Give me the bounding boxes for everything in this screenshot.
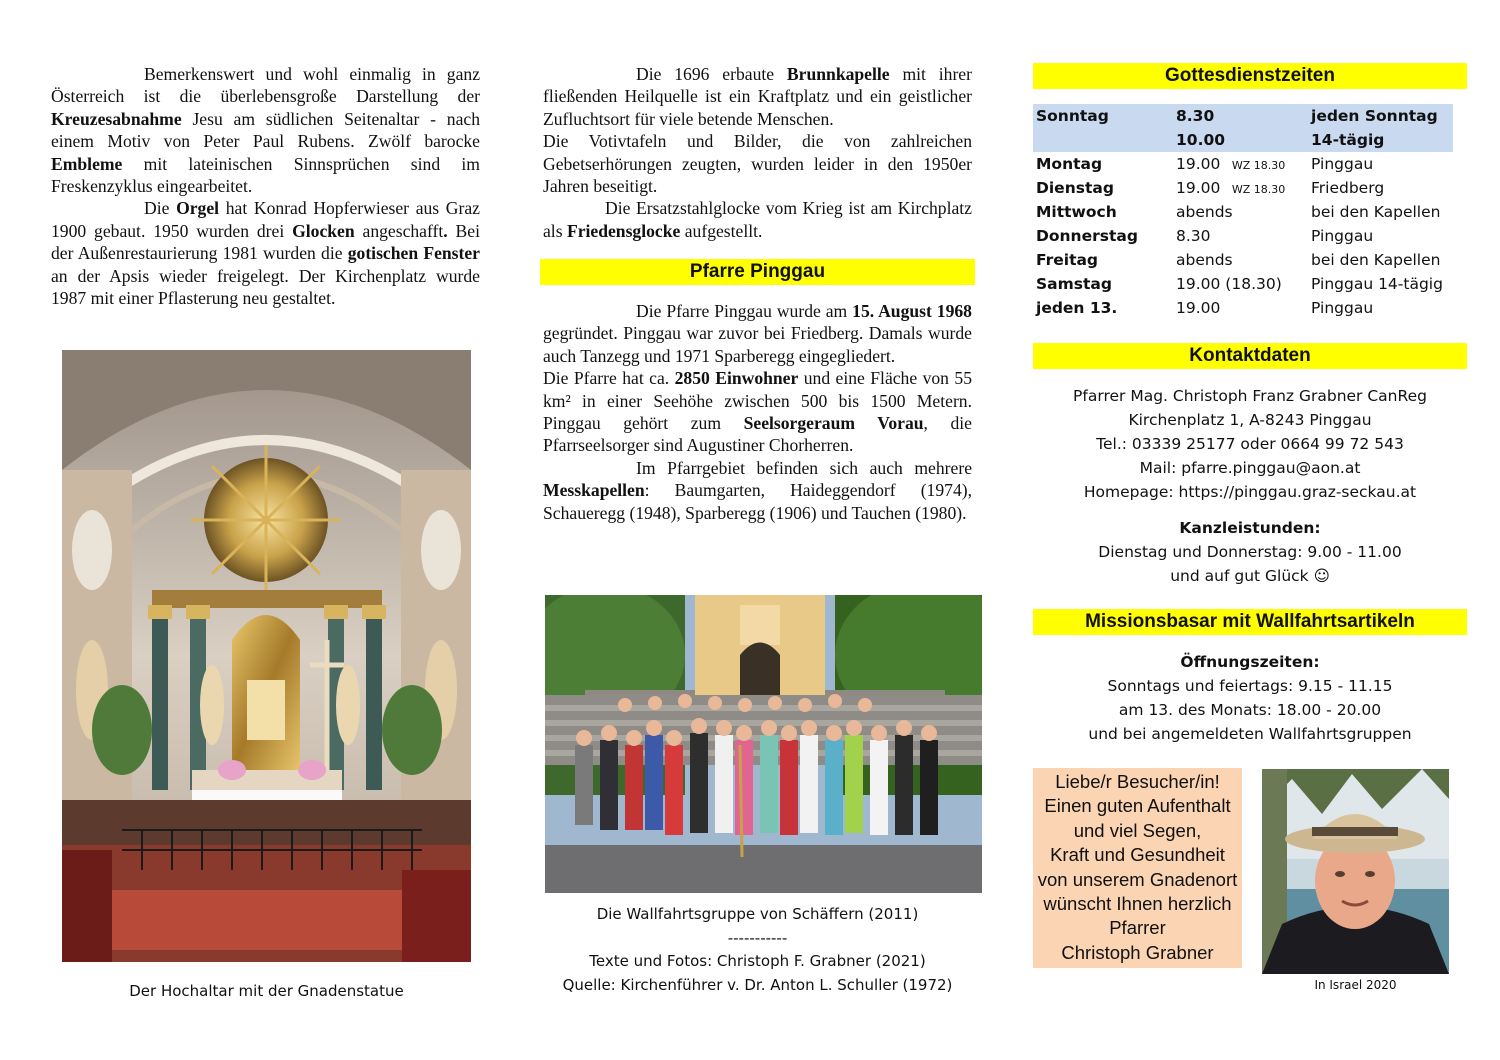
greeting-box [1033,768,1242,968]
caption-separator: ----------- [727,928,788,947]
service-time: 10.00 [1173,128,1308,152]
text-run: , die Pfarrseelsorger sind Augustiner Chorherren. [543,413,972,456]
bold-term: 15. August 1968 [852,301,972,321]
office-hours-line: Dienstag und Donnerstag: 9.00 - 11.00 [1098,543,1402,561]
column-middle-parish [543,300,972,524]
opening-hours-13th: am 13. des Monats: 18.00 - 20.00 [1118,701,1382,719]
service-time-row [1033,248,1453,272]
service-time: 19.00 [1176,299,1221,317]
column-middle [543,63,972,242]
opening-hours-block [1033,650,1467,746]
opening-hours-sunday: Sonntags und feiertags: 9.15 - 11.15 [1107,677,1393,695]
paragraph-organ [51,197,480,309]
service-place: Friedberg [1311,179,1385,197]
office-hours-luck: und auf gut Glück ☺ [1170,567,1330,585]
photo-high-altar [62,350,471,962]
contact-phone: Tel.: 03339 25177 oder 0664 99 72 543 [1096,435,1404,453]
opening-hours-groups: und bei angemeldeten Wallfahrtsgruppen [1088,725,1412,743]
service-time: abends [1176,251,1233,269]
text-run: Die Pfarre hat ca. [543,368,675,389]
text-run: Die 1696 erbaute [636,64,787,84]
heading-pfarre-pinggau: Pfarre Pinggau [540,259,975,285]
paragraph-frescoes [51,63,480,197]
paragraph-chapels [543,457,972,524]
text-run: Bemerkenswert und wohl einmalig in ganz Österreich ist die überlebensgroße Darstellung der [51,64,480,107]
greeting-line: Christoph Grabner [1061,941,1214,963]
text-run: mit lateinischen Sinnsprüchen sind im Freskenzyklus eingearbeitet. [51,153,480,197]
service-day: Sonntag [1033,104,1173,128]
text-run: : Baumgarten, Haideggendorf (1974), Schaueregg (1948), Sparberegg (1906) und Tauchen (1980). [543,480,972,523]
text-run: Die Votivtafeln und Bilder, die von zahlreichen Gebetserhörungen zeugten, wurden leider in den 1950er Jahren beseitigt. [543,131,972,197]
service-day: Dienstag [1036,179,1114,197]
service-day: Samstag [1036,275,1112,293]
bold-term: . [443,220,448,241]
service-day: Montag [1036,155,1103,173]
photo-portrait-priest [1262,769,1449,974]
photo-pilgrim-group [545,595,982,893]
greeting-line: wünscht Ihnen herzlich [1043,893,1232,915]
text-run: an der Apsis wieder freigelegt. Der Kirchenplatz wurde 1987 mit einer Pflasterung neu gestaltet. [51,265,480,309]
service-place: Pinggau [1311,155,1374,173]
heading-kontaktdaten: Kontaktdaten [1033,343,1467,369]
service-time: 19.00 WZ 18.30 [1176,179,1286,197]
text-run: Im Pfarrgebiet befinden sich auch mehrere [636,457,972,478]
bold-term: Messkapellen [543,480,645,501]
bold-term: Brunnkapelle [786,64,890,84]
service-time: abends [1176,203,1233,221]
paragraph-founding [543,300,972,367]
text-run: Die [144,198,177,219]
service-time: 19.00 (18.30) [1176,275,1282,293]
contact-mail: Mail: pfarre.pinggau@aon.at [1139,459,1361,477]
caption-pilgrim-group [545,903,970,997]
office-hours-title: Kanzleistunden: [1179,519,1321,537]
heading-gottesdienstzeiten: Gottesdienstzeiten [1033,63,1467,89]
paragraph-friedensglocke [543,197,972,242]
service-time-row [1033,272,1453,296]
service-place: jeden Sonntag [1308,104,1453,128]
text-run: Jesu am südlichen Seitenaltar - nach einem Motiv von Peter Paul Rubens. Zwölf barocke [51,108,480,152]
bold-term: Glocken [292,220,355,241]
text-run: hat Konrad Hopferwieser aus Graz 1900 gebaut. 1950 wurden drei [51,198,480,241]
text-run: Bei der Außenrestaurierung 1981 wurden die [51,220,480,264]
service-place: bei den Kapellen [1311,203,1441,221]
service-day [1033,128,1173,152]
text-run: aufgestellt. [680,220,763,241]
text-run: gegründet. Pinggau war zuvor bei Friedberg. Damals wurde auch Tanzegg und 1971 Sparberegg eingegliedert. [543,323,972,366]
paragraph-brunnkapelle [543,63,972,197]
service-time-row [1033,128,1453,152]
bold-term: Kreuzesabnahme [51,108,182,129]
text-run: Die Ersatzstahlglocke vom Krieg ist am Kirchplatz als [543,198,972,241]
text-run: Die Pfarre Pinggau wurde am [636,301,853,321]
text-run: und eine Fläche von 55 km² in einer Seehöhe zwischen 500 bis 1500 Metern. Pinggau gehört zum [543,368,972,434]
service-place: bei den Kapellen [1311,251,1441,269]
bold-term: Friedensglocke [566,220,681,241]
service-time: 8.30 [1176,227,1211,245]
bold-term: Orgel [176,198,220,219]
greeting-line: Kraft und Gesundheit [1050,844,1225,866]
greeting-line: Pfarrer [1109,917,1166,939]
caption-high-altar: Der Hochaltar mit der Gnadenstatue [129,982,404,1000]
service-time-row [1033,296,1453,320]
rosary-time-note: WZ 18.30 [1228,159,1286,172]
service-day: jeden 13. [1036,299,1118,317]
service-time-row [1033,176,1453,200]
service-time: 8.30 [1173,104,1308,128]
service-day: Freitag [1036,251,1099,269]
bold-term: gotischen Fenster [347,243,480,264]
service-time-row [1033,104,1453,128]
caption-portrait: In Israel 2020 [1314,978,1397,992]
service-place: Pinggau [1311,227,1374,245]
bold-term: 2850 Einwohner [674,368,799,389]
greeting-line: von unserem Gnadenort [1037,868,1238,890]
text-run: angeschafft [354,220,444,241]
opening-hours-title: Öffnungszeiten: [1180,653,1320,671]
service-time-row [1033,200,1453,224]
service-times-table [1033,104,1453,320]
service-time-row [1033,224,1453,248]
column-left [51,63,480,309]
greeting-line: und viel Segen, [1073,819,1202,841]
service-day: Donnerstag [1036,227,1138,245]
credits-line: Texte und Fotos: Christoph F. Grabner (2021) [589,952,926,970]
greeting-line: Liebe/r Besucher/in! [1055,771,1220,792]
contact-priest: Pfarrer Mag. Christoph Franz Grabner CanReg [1073,387,1427,405]
service-place: 14-tägig [1308,128,1453,152]
paragraph-population [543,367,972,457]
bold-term: Seelsorgeraum Vorau [743,413,924,434]
text-run: mit ihrer fließenden Heilquelle ist ein Kraftplatz und ein geistlicher Zufluchtsort für viele betende Menschen. [543,64,972,129]
service-time: 19.00 WZ 18.30 [1176,155,1286,173]
contact-block [1033,384,1467,588]
rosary-time-note: WZ 18.30 [1228,183,1286,196]
service-place: Pinggau 14-tägig [1311,275,1443,293]
contact-homepage: Homepage: https://pinggau.graz-seckau.at [1083,483,1417,501]
service-day: Mittwoch [1036,203,1117,221]
caption-pilgrim-text: Die Wallfahrtsgruppe von Schäffern (2011) [596,905,919,923]
service-place: Pinggau [1311,299,1374,317]
bold-term: Embleme [51,153,123,174]
source-line: Quelle: Kirchenführer v. Dr. Anton L. Schuller (1972) [562,975,953,994]
contact-address: Kirchenplatz 1, A-8243 Pinggau [1128,411,1372,429]
service-time-row [1033,152,1453,176]
heading-missionsbasar: Missionsbasar mit Wallfahrtsartikeln [1033,609,1467,635]
greeting-line: Einen guten Aufenthalt [1044,795,1231,817]
